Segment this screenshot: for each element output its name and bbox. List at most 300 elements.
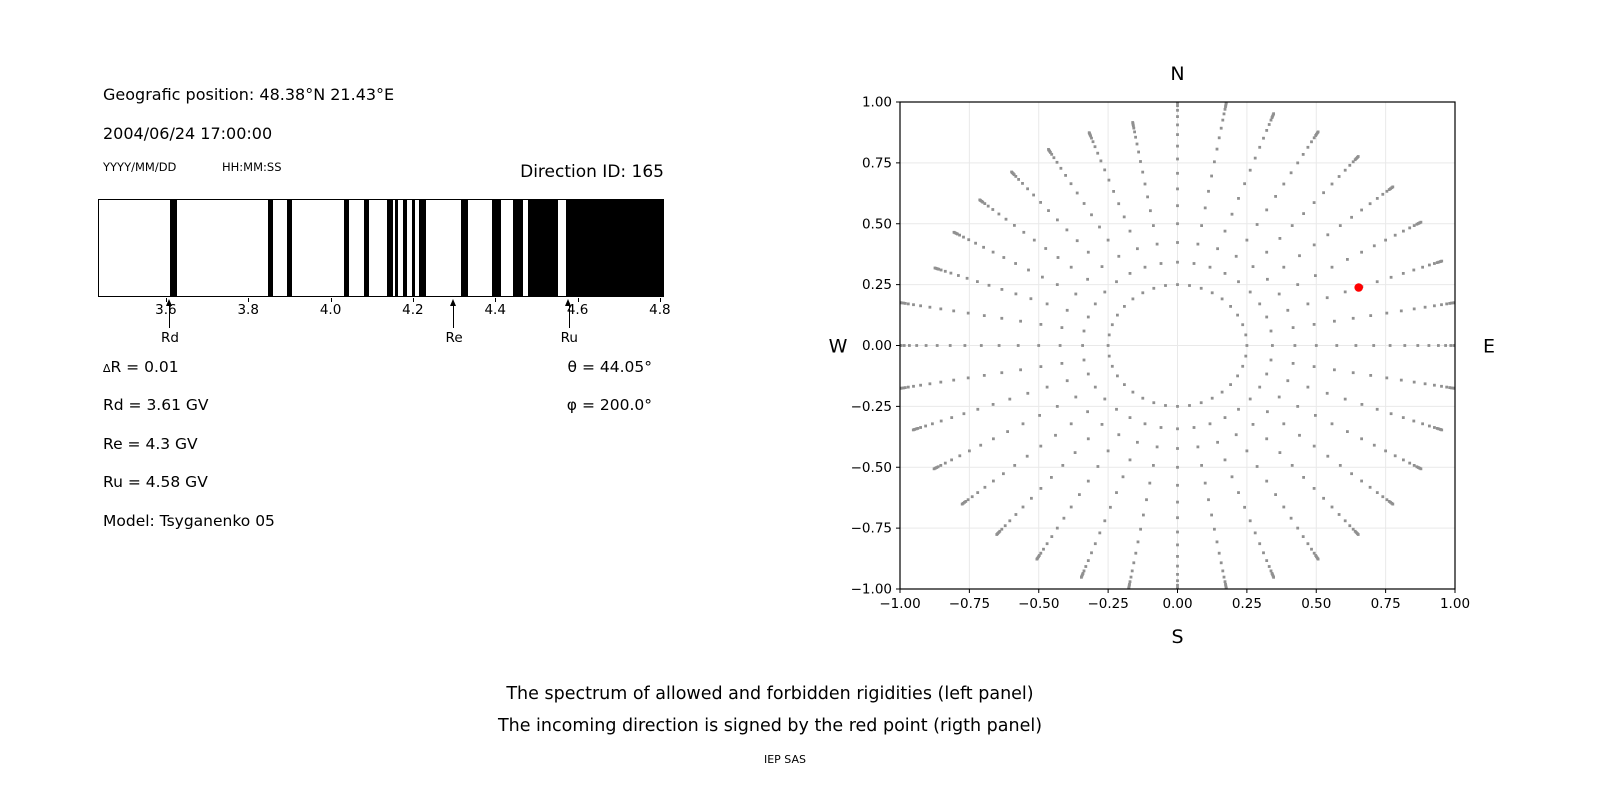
ray-dot (1063, 517, 1066, 520)
ray-dot (1026, 187, 1029, 190)
ray-dot (1164, 404, 1167, 407)
ray-dot (1136, 143, 1139, 146)
ray-dot (1066, 309, 1069, 312)
ray-dot (1109, 506, 1112, 509)
ray-dot (1265, 316, 1268, 319)
ray-dot (912, 429, 915, 432)
ray-dot (1057, 256, 1060, 259)
ray-dot (934, 267, 937, 270)
ray-dot (1101, 265, 1104, 268)
ray-dot (1346, 430, 1349, 433)
ray-dot (1017, 344, 1020, 347)
ray-dot (1218, 136, 1221, 139)
y-tick-label: −0.75 (850, 520, 892, 537)
ray-dot (1176, 573, 1179, 576)
model-label: Model: Tsyganenko 05 (103, 512, 275, 530)
ray-dot (1022, 231, 1025, 234)
ray-dot (1352, 317, 1355, 320)
ray-dot (1249, 398, 1252, 401)
x-axis-tick-label: 4.6 (566, 302, 589, 318)
cutoff-arrow-ru (565, 299, 574, 328)
ray-dot (1032, 194, 1035, 197)
ray-dot (1176, 241, 1179, 244)
ray-dot (1314, 414, 1317, 417)
ray-dot (1218, 552, 1221, 555)
ray-dot (1413, 464, 1416, 467)
ray-dot (1331, 422, 1334, 425)
ray-dot (931, 422, 934, 425)
ray-dot (1376, 280, 1379, 283)
ray-dot (1136, 441, 1139, 444)
ray-dot (1224, 230, 1227, 233)
ray-dot (1270, 359, 1273, 362)
ray-dot (1268, 565, 1271, 568)
x-tick-label: 0.00 (1162, 596, 1193, 612)
ray-dot (1413, 308, 1416, 311)
x-tick-label: 0.50 (1301, 596, 1332, 612)
ray-dot (1437, 344, 1440, 347)
ray-dot (950, 416, 953, 419)
ray-dot (1022, 422, 1025, 425)
ray-dot (1129, 230, 1132, 233)
ray-dot (987, 205, 990, 208)
ray-dot (1412, 420, 1415, 423)
ray-dot (1123, 216, 1126, 219)
ray-dot (1061, 362, 1064, 365)
allowed-rigidity-band (513, 200, 523, 296)
ray-dot (919, 304, 922, 307)
ray-dot (1176, 188, 1179, 191)
x-tick-label: −1.00 (879, 596, 921, 612)
ray-dot (1282, 266, 1285, 269)
ray-dot (1132, 391, 1135, 394)
ray-dot (1156, 243, 1159, 246)
ray-dot (1037, 344, 1040, 347)
ray-dot (1017, 178, 1020, 181)
ray-dot (919, 384, 922, 387)
ray-dot (1274, 195, 1277, 198)
ray-dot (1333, 368, 1336, 371)
y-tick-label: 0.50 (861, 216, 892, 233)
ray-dot (1111, 323, 1114, 326)
ray-dot (1092, 140, 1095, 143)
ray-dot (1176, 516, 1179, 519)
ray-dot (1220, 127, 1223, 130)
ray-dot (1326, 296, 1329, 299)
ray-dot (976, 408, 979, 411)
allowed-rigidity-band (344, 200, 350, 296)
ray-dot (978, 199, 981, 202)
ray-dot (1083, 202, 1086, 205)
x-axis-tick-label: 4.8 (649, 302, 671, 318)
ray-dot (1296, 405, 1299, 408)
ray-dot (1197, 243, 1200, 246)
compass-label-e: E (1482, 335, 1496, 358)
date-format-label: YYYY/MM/DD (103, 160, 177, 174)
compass-label-s: S (1171, 626, 1184, 645)
ray-dot (1223, 113, 1226, 116)
ray-dot (1010, 171, 1013, 174)
ray-dot (1087, 251, 1090, 254)
ray-dot (1254, 532, 1257, 535)
cutoff-arrow-label-rd: Rd (161, 330, 179, 346)
ray-dot (1015, 513, 1018, 516)
ray-dot (903, 344, 906, 347)
x-axis-tick-label: 4.2 (402, 302, 424, 318)
ray-dot (1221, 298, 1224, 301)
ray-dot (1456, 344, 1459, 347)
ray-dot (1176, 104, 1179, 107)
axis-tick-labels (851, 95, 1470, 613)
delta-r-value: R = 0.01 (110, 358, 179, 376)
ray-dot (1258, 386, 1261, 389)
ray-dot (1307, 386, 1310, 389)
ray-dot (1176, 484, 1179, 487)
ray-dot (1229, 383, 1232, 386)
ray-dot (1123, 383, 1126, 386)
ray-dot (1216, 148, 1219, 151)
x-tick-label: −0.50 (1018, 596, 1060, 612)
ray-dot (1074, 451, 1077, 454)
allowed-rigidity-band (528, 200, 558, 296)
allowed-rigidity-band (403, 200, 407, 296)
ray-dot (1207, 498, 1210, 501)
ray-dot (1384, 450, 1387, 453)
direction-id-label: Direction ID: 165 (520, 162, 664, 182)
ray-dot (1235, 255, 1238, 258)
ray-dot (1357, 533, 1360, 536)
ray-dot (1200, 464, 1203, 467)
ray-dot (1111, 365, 1114, 368)
ray-dot (1056, 405, 1059, 408)
ray-dot (1130, 576, 1133, 579)
ray-dot (1115, 408, 1118, 411)
ray-dot (1428, 264, 1431, 267)
ray-dot (1044, 247, 1047, 250)
ray-dot (961, 503, 964, 506)
allowed-rigidity-band (566, 200, 664, 296)
ray-dot (1176, 204, 1179, 207)
ray-dot (1005, 218, 1008, 221)
ray-dot (1331, 506, 1334, 509)
ray-dot (992, 480, 995, 483)
ray-dot (976, 491, 979, 494)
ray-dot (1278, 396, 1281, 399)
ray-dot (1014, 262, 1017, 265)
ray-dot (1115, 280, 1118, 283)
ray-dot (1412, 269, 1415, 272)
ray-dot (1310, 140, 1313, 143)
ray-dot (1087, 373, 1090, 376)
ray-dot (1403, 344, 1406, 347)
ray-dot (1083, 570, 1086, 573)
ray-dot (998, 344, 1001, 347)
ray-dot (1331, 266, 1334, 269)
ray-dot (1246, 450, 1249, 453)
ray-dot (1087, 437, 1090, 440)
ray-dot (924, 425, 927, 428)
allowed-rigidity-band (364, 200, 369, 296)
ray-dot (944, 270, 947, 273)
cutoff-arrow-re (450, 299, 459, 328)
ray-dot (1210, 514, 1213, 517)
ray-dot (1221, 570, 1224, 573)
ray-dot (1000, 371, 1003, 374)
ray-dot (1176, 97, 1179, 100)
ray-dot (1244, 355, 1247, 358)
ray-dot (1039, 445, 1042, 448)
ray-dot (1086, 278, 1089, 281)
ray-dot (949, 344, 952, 347)
ray-dot (1373, 444, 1376, 447)
ru-value-label: Ru = 4.58 GV (103, 473, 208, 491)
ray-dot (1350, 216, 1353, 219)
ray-dot (1282, 506, 1285, 509)
ray-dot (1272, 112, 1275, 115)
ray-dot (976, 280, 979, 283)
caption-line-1: The spectrum of allowed and forbidden rigidities (left panel) (506, 684, 1034, 704)
x-tick-label: −0.75 (948, 596, 991, 612)
ray-dot (1066, 229, 1069, 232)
ray-dot (1211, 291, 1214, 294)
ray-dot (933, 467, 936, 470)
ray-dot (1313, 323, 1316, 326)
ray-dot (1176, 544, 1179, 547)
ray-dot (1440, 303, 1443, 306)
ray-dot (1046, 303, 1049, 306)
ray-dot (1286, 379, 1289, 382)
ray-dot (1313, 201, 1316, 204)
ray-dot (1142, 514, 1145, 517)
ray-dot (1152, 401, 1155, 404)
allowed-rigidity-band (492, 200, 501, 296)
ray-dot (1083, 359, 1086, 362)
ray-dot (1457, 344, 1460, 347)
ray-dot (1176, 427, 1179, 430)
ray-dot (1296, 283, 1299, 286)
ray-dot (1266, 410, 1269, 413)
ray-dot (1402, 230, 1405, 233)
ray-dot (1298, 434, 1301, 437)
allowed-rigidity-band (268, 200, 273, 296)
ray-dot (929, 382, 932, 385)
ray-dot (974, 242, 977, 245)
ray-dot (1266, 278, 1269, 281)
ray-dot (1338, 175, 1341, 178)
ray-dot (967, 238, 970, 241)
ray-dot (936, 344, 939, 347)
ray-dot (1131, 570, 1134, 573)
ray-dot (1271, 344, 1274, 347)
ray-dot (1136, 247, 1139, 250)
ray-dot (964, 344, 967, 347)
ray-dot (1188, 284, 1191, 287)
ray-dot (1449, 344, 1452, 347)
ray-dot (1103, 291, 1106, 294)
ray-dot (1421, 422, 1424, 425)
ray-dot (1013, 224, 1016, 227)
allowed-rigidity-band (412, 200, 415, 296)
ray-dot (1244, 334, 1247, 337)
ray-dot (1224, 108, 1227, 111)
ray-dot (1176, 145, 1179, 148)
ray-dot (1262, 137, 1265, 140)
ray-dot (1235, 433, 1238, 436)
ray-dot (1268, 123, 1271, 126)
ray-dot (1056, 527, 1059, 530)
ray-dot (998, 213, 1001, 216)
ray-dot (1241, 323, 1244, 326)
ray-dot (1061, 464, 1064, 467)
ray-dot (1421, 266, 1424, 269)
ray-dot (962, 236, 965, 239)
ray-dot (1090, 551, 1093, 554)
re-value-label: Re = 4.3 GV (103, 435, 198, 453)
ray-dot (1213, 160, 1216, 163)
ray-dot (983, 314, 986, 317)
ray-dot (1256, 465, 1259, 468)
ray-dot (1080, 576, 1083, 579)
ray-dot (1145, 498, 1148, 501)
ray-dot (1221, 119, 1224, 122)
ray-dot (1381, 193, 1384, 196)
ray-dot (1137, 151, 1140, 154)
arrow-head (565, 299, 571, 306)
ray-dot (1298, 254, 1301, 257)
ray-dot (1291, 224, 1294, 227)
ray-dot (1141, 397, 1144, 400)
ray-dot (1006, 430, 1009, 433)
ray-dot (1390, 412, 1393, 415)
ray-dot (1176, 115, 1179, 118)
ray-dot (1339, 224, 1342, 227)
ray-dot (1445, 303, 1448, 306)
ray-dot (1258, 146, 1261, 149)
ray-dot (1027, 269, 1030, 272)
ray-dot (1313, 445, 1316, 448)
ray-dot (1394, 234, 1397, 237)
ray-dot (1236, 314, 1239, 317)
ray-dot (1036, 558, 1039, 561)
ray-dot (1355, 344, 1358, 347)
ray-dot (1129, 580, 1132, 583)
ray-dot (1088, 131, 1091, 134)
ray-dot (1307, 303, 1310, 306)
ray-dot (1224, 272, 1227, 275)
ray-dot (1211, 397, 1214, 400)
ray-dot (1108, 334, 1111, 337)
ray-dot (1001, 288, 1004, 291)
ray-dot (971, 495, 974, 498)
ray-dot (1369, 374, 1372, 377)
ray-dot (1019, 320, 1022, 323)
ray-dot (1129, 416, 1132, 419)
ray-dot (1061, 326, 1064, 329)
ray-dot (1047, 209, 1050, 212)
ray-dot (1149, 209, 1152, 212)
ray-dot (1243, 182, 1246, 185)
ray-dot (1302, 476, 1305, 479)
allowed-rigidity-band (395, 200, 398, 296)
rigidity-spectrum-chart (98, 199, 671, 346)
ray-dot (953, 231, 956, 234)
ray-dot (1252, 265, 1255, 268)
ray-dot (1070, 182, 1073, 185)
ray-dot (1176, 261, 1179, 264)
ray-dot (984, 486, 987, 489)
ray-dot (919, 426, 922, 429)
ray-dot (1385, 312, 1388, 315)
ray-dot (1209, 266, 1212, 269)
ray-dot (1326, 233, 1329, 236)
ray-dot (1402, 459, 1405, 462)
y-tick-label: 1.00 (861, 94, 892, 111)
ray-dot (1229, 305, 1232, 308)
ray-dot (1376, 491, 1379, 494)
ray-dot (1086, 410, 1089, 413)
y-tick-label: 0.75 (861, 155, 892, 172)
y-tick-label: −0.50 (850, 459, 892, 476)
x-axis-tick-label: 4.0 (319, 302, 342, 318)
ray-dot (1097, 465, 1100, 468)
ray-dot (1394, 454, 1397, 457)
ray-dot (1391, 503, 1394, 506)
ray-dot (1282, 183, 1285, 186)
ray-dot (1249, 169, 1252, 172)
ray-dot (1424, 306, 1427, 309)
ray-dot (1252, 423, 1255, 426)
ray-dot (1137, 541, 1140, 544)
time-format-label: HH:MM:SS (222, 160, 282, 174)
ray-dot (1381, 495, 1384, 498)
ray-dot (1270, 330, 1273, 333)
x-axis-tick-label: 3.8 (237, 302, 259, 318)
ray-dot (1066, 379, 1069, 382)
ray-dot (1224, 580, 1227, 583)
ray-dot (1296, 162, 1299, 165)
ray-dot (979, 444, 982, 447)
ray-dot (1148, 482, 1151, 485)
ray-dot (1176, 501, 1179, 504)
ray-dot (1090, 213, 1093, 216)
ray-dot (1413, 381, 1416, 384)
ray-dot (1265, 480, 1268, 483)
ray-dot (1056, 161, 1059, 164)
ray-dot (1176, 405, 1179, 408)
ray-dot (1420, 467, 1423, 470)
ray-dot (952, 310, 955, 313)
ray-dot (1176, 124, 1179, 127)
ray-dot (907, 303, 910, 306)
ray-dot (1152, 224, 1155, 227)
allowed-rigidity-band (461, 200, 468, 296)
ray-dot (1352, 371, 1355, 374)
ray-dot (940, 269, 943, 272)
ray-dot (939, 308, 942, 311)
ray-dot (1237, 280, 1240, 283)
y-tick-label: 0.00 (861, 338, 892, 354)
ray-dot (1258, 542, 1261, 545)
ray-dot (1384, 239, 1387, 242)
ray-dot (1322, 497, 1325, 500)
ray-dot (1022, 506, 1025, 509)
ray-dot (1100, 160, 1103, 163)
ray-dot (1139, 160, 1142, 163)
ray-dot (1376, 197, 1379, 200)
ray-dot (1360, 437, 1363, 440)
x-axis-tick-label: 3.6 (155, 302, 177, 318)
observation-datetime-label: 2004/06/24 17:00:00 (103, 124, 273, 143)
